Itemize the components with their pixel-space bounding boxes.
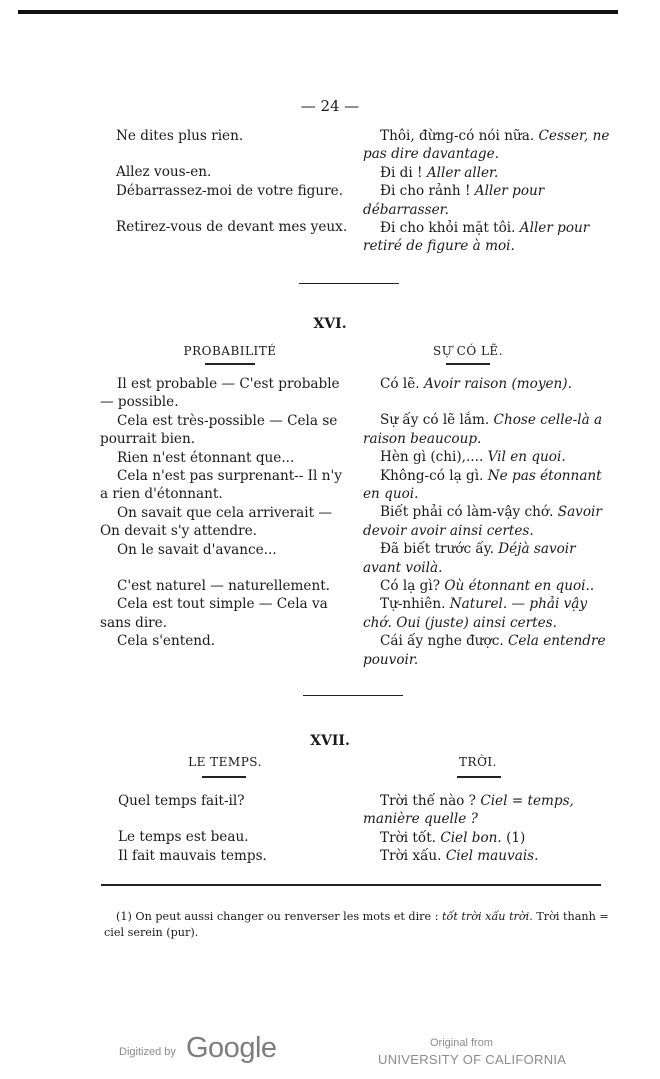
intro-vn-entry: Thôi, đừng-có nói nữa. Cesser, ne pas dire davantage. xyxy=(363,128,610,163)
intro-vn-entry: Đi cho rảnh ! Aller pour débarrasser. xyxy=(363,183,545,218)
intro-fr-line: Débarrassez-moi de votre figure. xyxy=(116,182,343,199)
section-16-vn-entry: Biết phải có làm-vậy chớ. Savoir devoir avoir ainsi certes. xyxy=(363,504,602,539)
section-16-vn-entry: Cái ấy nghe được. Cela entendre pouvoir. xyxy=(363,633,606,668)
section-16-vn-entry: Không-có lạ gì. Ne pas étonnant en quoi. xyxy=(363,467,602,503)
section-16-fr-line: C'est naturel — naturellement. xyxy=(117,578,330,595)
section-16-fr-line: Cela est très-possible — Cela se pourrait bien. xyxy=(100,412,338,448)
section-16-vn-entry: Có lẽ. Avoir raison (moyen). xyxy=(380,376,572,392)
section-16-fr-line: Cela s'entend. xyxy=(117,633,216,650)
section-16-left-heading: PROBABILITÉ xyxy=(183,344,277,358)
top-rule xyxy=(18,10,618,14)
section-16-fr-line: Cela est tout simple — Cela va sans dire. xyxy=(100,596,328,631)
original-from-label: Original from xyxy=(430,1037,493,1049)
section-16-vn-entry: Tự-nhiên. Naturel. — phải vậy chớ. Oui (juste) ainsi certes. xyxy=(363,596,588,631)
google-logo: Google xyxy=(186,1032,277,1064)
section-16-vn-entry: Hèn gì (chi),.... Vil en quoi. xyxy=(380,449,566,466)
section-16-vn-entry: Đã biết trước ấy. Déjà savoir avant voilà. xyxy=(363,541,576,576)
digitized-by-label: Digitized by xyxy=(119,1046,176,1058)
section-17-fr-line: Il fait mauvais temps. xyxy=(118,847,267,864)
section-17-vn-entry: Trời thế nào ? Ciel = temps, manière quelle ? xyxy=(363,793,574,828)
section-17-vietnamese-column xyxy=(363,792,611,866)
heading-underline xyxy=(457,776,501,778)
heading-underline xyxy=(446,363,490,365)
section-17-right-heading: TRỜI. xyxy=(459,755,497,769)
section-divider xyxy=(303,695,403,696)
section-17-french-column xyxy=(118,792,348,865)
section-divider xyxy=(299,283,399,284)
section-16-fr-line: On le savait d'avance... xyxy=(117,541,277,558)
section-16-vn-entry: Sự ấy có lẽ lắm. Chose celle-là a raison beaucoup. xyxy=(363,412,603,447)
intro-french-column xyxy=(116,127,356,237)
intro-vn-entry: Đi di ! Aller aller. xyxy=(380,164,499,181)
institution-label: UNIVERSITY OF CALIFORNIA xyxy=(378,1052,567,1067)
section-16-french-column xyxy=(100,375,350,651)
section-16-vietnamese-column xyxy=(363,375,611,669)
section-17-left-heading: LE TEMPS. xyxy=(188,755,262,769)
heading-underline xyxy=(202,776,246,778)
page-number: — 24 — xyxy=(300,97,360,115)
section-16-fr-line: Il est probable — C'est probable — possible. xyxy=(100,376,340,411)
section-17-vn-entry: Trời tốt. Ciel bon. (1) xyxy=(380,829,526,846)
intro-fr-line: Ne dites plus rien. xyxy=(116,128,244,144)
section-17-fr-line: Quel temps fait-il? xyxy=(118,793,245,809)
section-17-vn-entry: Trời xấu. Ciel mauvais. xyxy=(380,848,539,865)
section-16-fr-line: Cela n'est pas surprenant-- Il n'y a rien d'étonnant. xyxy=(100,468,342,503)
intro-fr-line: Retirez-vous de devant mes yeux. xyxy=(116,219,348,236)
section-17-fr-line: Le temps est beau. xyxy=(118,829,249,846)
section-16-fr-line: On savait que cela arriverait — On devait s'y attendre. xyxy=(100,504,332,540)
heading-underline xyxy=(205,363,255,365)
section-16-vn-entry: Có lạ gì? Où étonnant en quoi.. xyxy=(380,578,595,595)
footnote: (1) On peut aussi changer ou renverser les mots et dire : tốt trời xấu trời. Trời thanh = ciel serein (pur). xyxy=(104,910,609,939)
section-17-numeral: XVII. xyxy=(310,733,350,749)
intro-fr-line: Allez vous-en. xyxy=(116,164,212,181)
section-16-fr-line: Rien n'est étonnant que... xyxy=(117,449,295,466)
intro-vietnamese-column xyxy=(363,127,611,256)
section-16-right-heading: SỰ CÓ LẼ. xyxy=(432,344,504,358)
section-16-numeral: XVI. xyxy=(313,316,347,332)
intro-vn-entry: Đi cho khỏi mặt tôi. Aller pour retiré de figure à moi. xyxy=(363,220,590,255)
footnote-rule xyxy=(101,884,601,886)
